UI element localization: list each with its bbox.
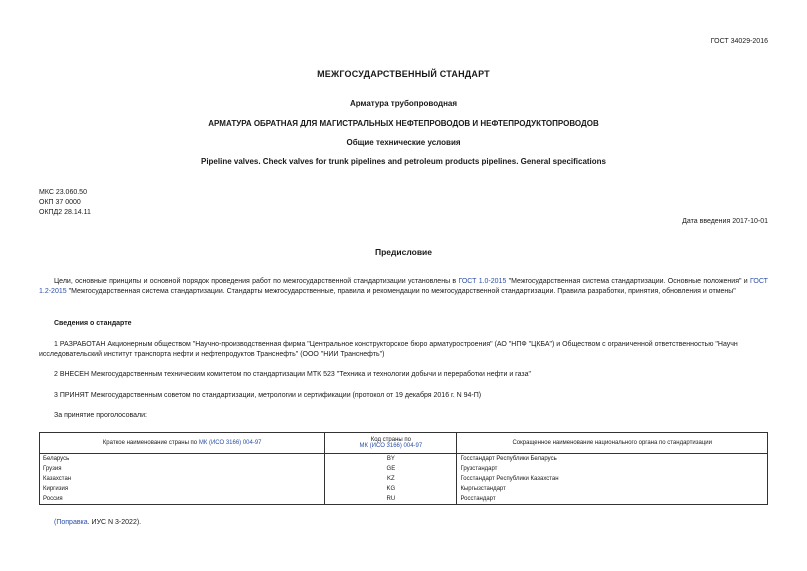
classification-codes: [39, 188, 91, 218]
national-body: Госстандарт Республики Казахстан: [457, 474, 768, 484]
amendment-text: . ИУС N 3-2022).: [87, 519, 142, 526]
country-code: BY: [325, 454, 457, 465]
national-body: Грузстандарт: [457, 464, 768, 474]
table-row: [40, 484, 768, 494]
gost-1-0-link[interactable]: ГОСТ 1.0-2015: [458, 278, 507, 285]
voted-label: За принятие проголосовали:: [54, 412, 147, 419]
item-developed-line2: исследовательский институт транспорта нефти и нефтепродуктов Транснефть" (ООО "НИИ Транснефть"): [39, 351, 385, 358]
gost-1-2-link[interactable]: ГОСТ 1.2-2015: [39, 278, 768, 295]
countries-table: [39, 432, 768, 505]
header-country-code: [325, 433, 457, 454]
subtitle-general-conditions: Общие технические условия: [346, 138, 461, 147]
item-developed: [39, 340, 768, 360]
okp-code: ОКП 37 0000: [39, 199, 81, 206]
header-country-name: [40, 433, 325, 454]
country-name: Казахстан: [40, 474, 325, 484]
item-developed-line1: 1 РАЗРАБОТАН Акционерным обществом "Научно-производственная фирма "Центральное конструкторское бюро арматуростроения" (АО "НПФ "ЦКБА") и Обществом с ограниченной ответственностью "Научн: [54, 341, 738, 348]
table-row: [40, 454, 768, 465]
country-code: RU: [325, 494, 457, 505]
table-header-row: [40, 433, 768, 454]
preface-paragraph: [39, 277, 768, 297]
document-code: ГОСТ 34029-2016: [710, 38, 768, 45]
about-standard-title: Сведения о стандарте: [54, 320, 132, 327]
country-code: KZ: [325, 474, 457, 484]
amendment-note: [54, 519, 141, 526]
item-introduced: 2 ВНЕСЕН Межгосударственным техническим комитетом по стандартизации МТК 523 "Техника и технологии добычи и переработки нефти и газа": [54, 371, 531, 378]
standard-heading: МЕЖГОСУДАРСТВЕННЫЙ СТАНДАРТ: [317, 69, 490, 79]
subtitle-pipeline-valves: Арматура трубопроводная: [349, 99, 458, 108]
preface-text-3: "Межгосударственная система стандартизации. Стандарты межгосударственные, правила и рекомендации по межгосударственной стандартизации. Правила разработки, принятия, обновления и отмены": [66, 288, 736, 295]
iso-standard-link-2[interactable]: МК (ИСО 3166) 004-97: [359, 443, 423, 449]
table-row: [40, 494, 768, 505]
item-adopted: 3 ПРИНЯТ Межгосударственным советом по стандартизации, метрологии и сертификации (протокол от 19 декабря 2016 г. N 94-П): [54, 392, 482, 399]
country-name: Киргизия: [40, 484, 325, 494]
national-body: Госстандарт Республики Беларусь: [457, 454, 768, 465]
national-body: Кыргызстандарт: [457, 484, 768, 494]
header-country-text: Краткое наименование страны по: [102, 440, 199, 446]
preface-text-2: "Межгосударственная система стандартизации. Основные положения" и: [506, 278, 751, 285]
amendment-link[interactable]: (Поправка: [54, 519, 88, 526]
header-code-text: Код страны по: [370, 437, 411, 443]
country-code: KG: [325, 484, 457, 494]
country-name: Грузия: [40, 464, 325, 474]
country-code: GE: [325, 464, 457, 474]
preface-text-1: Цели, основные принципы и основной порядок проведения работ по межгосударственной стандартизации установлены в: [54, 278, 459, 285]
table-row: [40, 464, 768, 474]
preface-title: Предисловие: [374, 247, 433, 257]
iso-standard-link[interactable]: МК (ИСО 3166) 004-97: [198, 440, 262, 446]
header-national-body: Сокращенное наименование национального органа по стандартизации: [457, 433, 768, 454]
country-name: Беларусь: [40, 454, 325, 465]
english-title: Pipeline valves. Check valves for trunk pipelines and petroleum products pipelines. General specifications: [200, 157, 607, 166]
national-body: Росстандарт: [457, 494, 768, 505]
document-title: АРМАТУРА ОБРАТНАЯ ДЛЯ МАГИСТРАЛЬНЫХ НЕФТЕПРОВОДОВ И НЕФТЕПРОДУКТОПРОВОДОВ: [208, 119, 599, 128]
country-name: Россия: [40, 494, 325, 505]
introduction-date: Дата введения 2017-10-01: [682, 218, 768, 225]
mks-code: МКС 23.060.50: [39, 189, 87, 196]
table-row: [40, 474, 768, 484]
okpd2-code: ОКПД2 28.14.11: [39, 209, 91, 216]
